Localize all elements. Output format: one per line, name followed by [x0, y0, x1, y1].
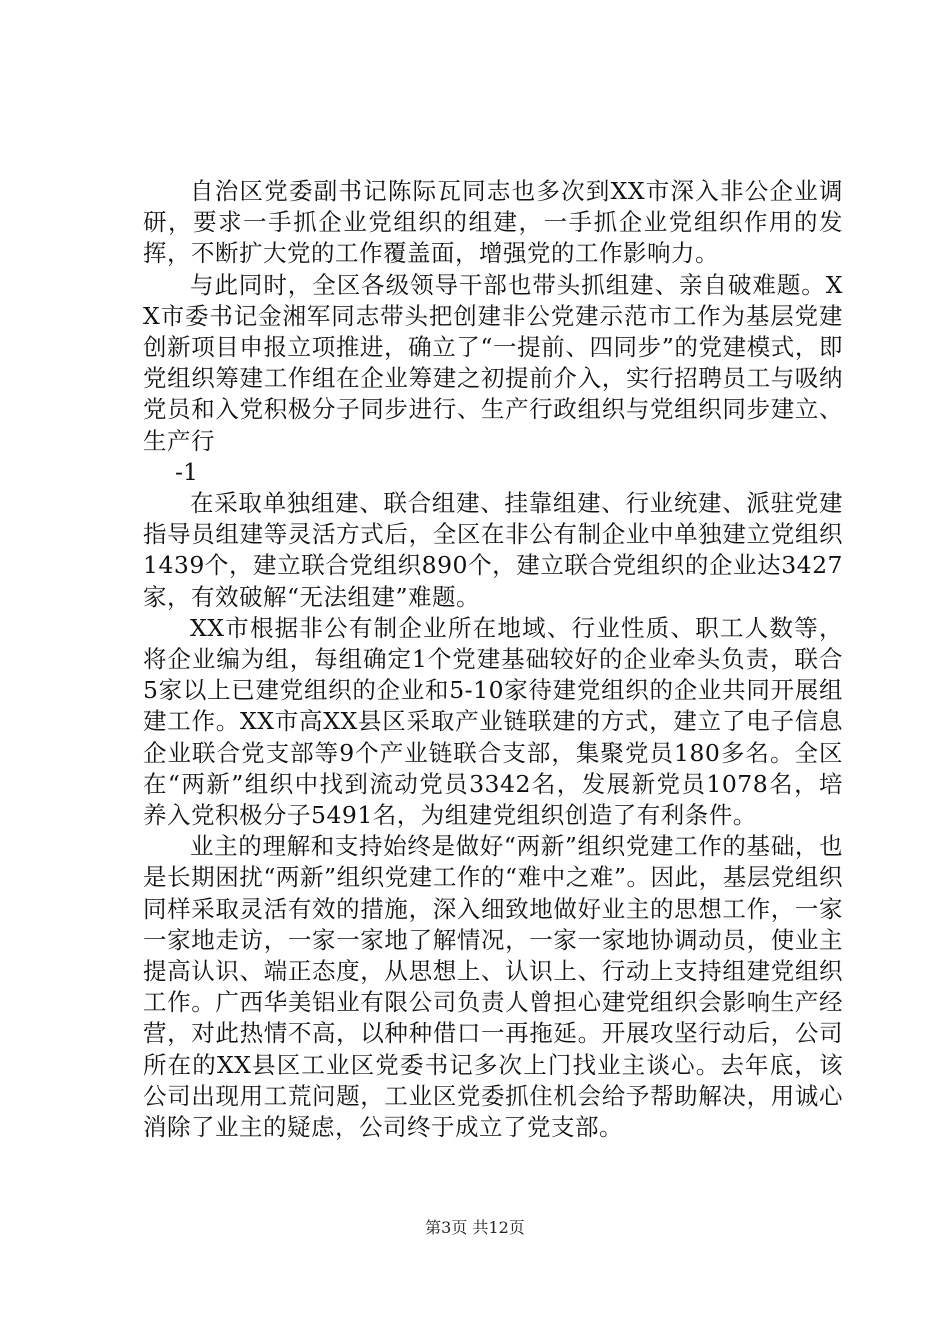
- paragraph: 业主的理解和支持始终是做好“两新”组织党建工作的基础，也是长期困扰“两新”组织党建工作的“难中之难”。因此，基层党组织同样采取灵活有效的措施，深入细致地做好业主的思想工作，一家一家地走访，一家一家地了解情况，一家一家地协调动员，使业主提高认识、端正态度，从思想上、认识上、行动上支持组建党组织工作。广西华美铝业有限公司负责人曾担心建党组织会影响生产经营，对此热情不高，以种种借口一再拖延。开展攻坚行动后，公司所在的XX县区工业区党委书记多次上门找业主谈心。去年底，该公司出现用工荒问题，工业区党委抓住机会给予帮助解决，用诚心消除了业主的疑虑，公司终于成立了党支部。: [143, 832, 843, 1142]
- document-body: [143, 176, 843, 1143]
- page-footer: 第3页 共12页: [425, 1218, 525, 1237]
- paragraph: 在采取单独组建、联合组建、挂靠组建、行业统建、派驻党建指导员组建等灵活方式后，全区在非公有制企业中单独建立党组织1439个，建立联合党组织890个，建立联合党组织的企业达3427家，有效破解“无法组建”难题。: [143, 489, 843, 611]
- paragraph: 自治区党委副书记陈际瓦同志也多次到XX市深入非公企业调研，要求一手抓企业党组织的组建，一手抓企业党组织作用的发挥，不断扩大党的工作覆盖面，增强党的工作影响力。: [143, 177, 843, 268]
- paragraph: 与此同时，全区各级领导干部也带头抓组建、亲自破难题。XX市委书记金湘军同志带头把创建非公党建示范市工作为基层党建创新项目申报立项推进，确立了“一提前、四同步”的党建模式，即党组织筹建工作组在企业筹建之初提前介入，实行招聘员工与吸纳党员和入党积极分子同步进行、生产行政组织与党组织同步建立、生产行: [143, 270, 843, 455]
- page-break-marker: -1: [175, 457, 198, 486]
- paragraph: XX市根据非公有制企业所在地域、行业性质、职工人数等，将企业编为组，每组确定1个党建基础较好的企业牵头负责，联合5家以上已建党组织的企业和5-10家待建党组织的企业共同开展组建工作。XX市高XX县区采取产业链联建的方式，建立了电子信息企业联合党支部等9个产业链联合支部，集聚党员180多名。全区在“两新”组织中找到流动党员3342名，发展新党员1078名，培养入党积极分子5491名，为组建党组织创造了有利条件。: [143, 613, 843, 830]
